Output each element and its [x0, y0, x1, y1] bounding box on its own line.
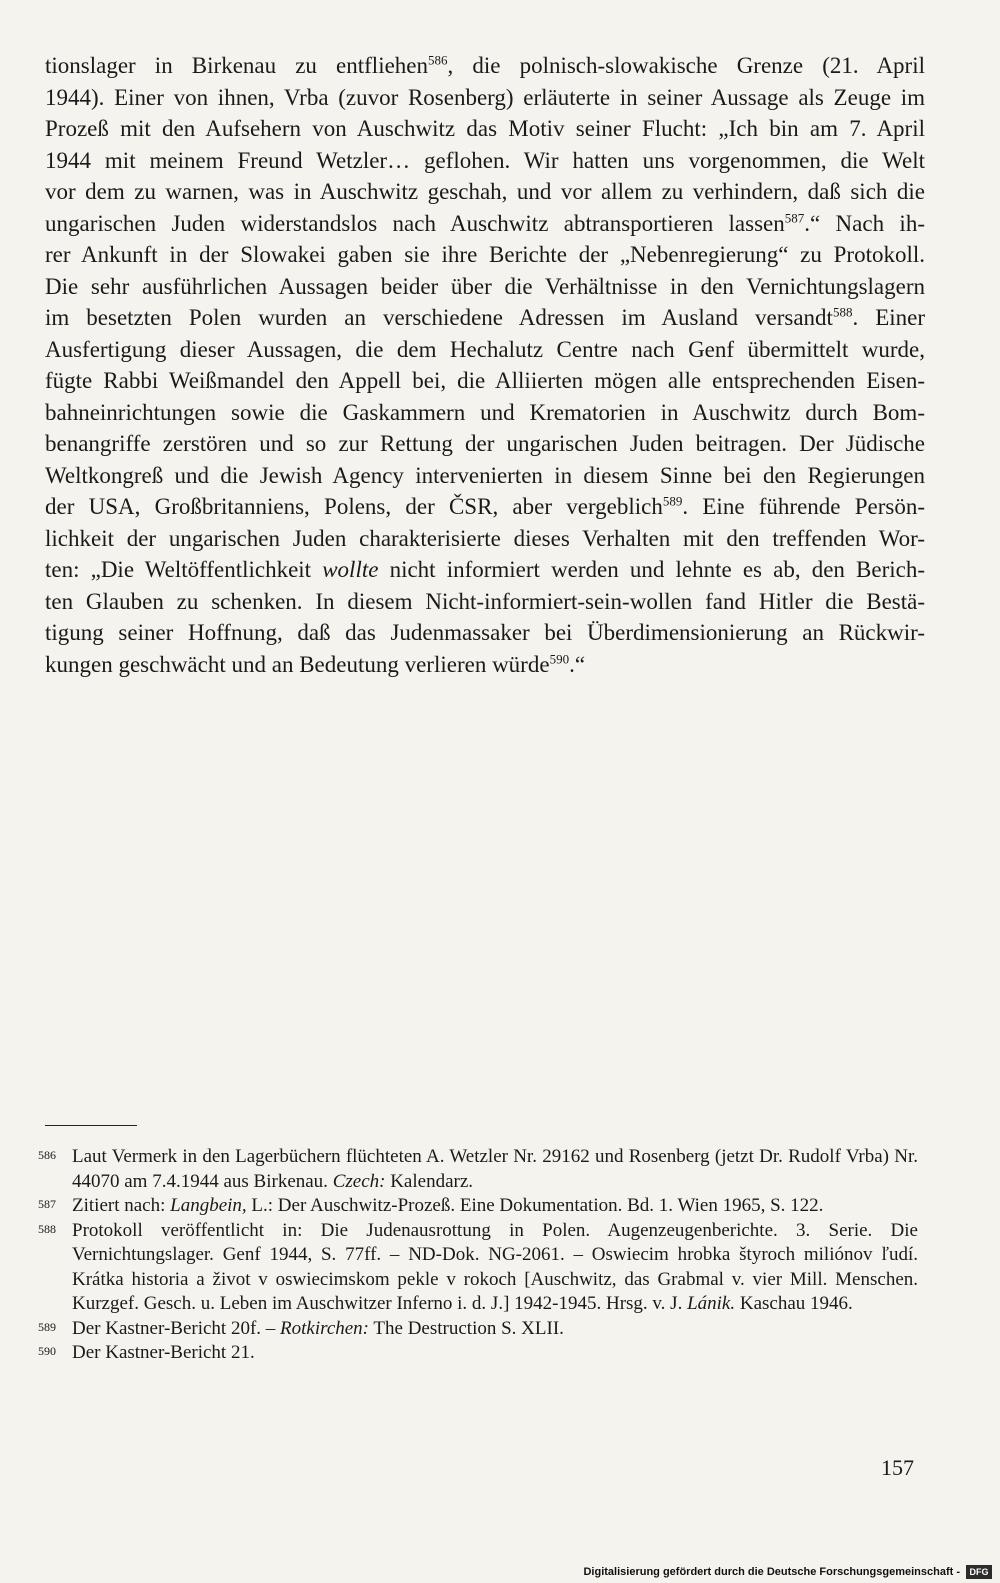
footnote-590 [38, 1341, 918, 1366]
text-line: bahneinrichtungen sowie die Gaskammern und Krematorien in Auschwitz durch Bom- [45, 399, 925, 425]
text-line: Ausfertigung dieser Aussagen, die dem Hechalutz Centre nach Genf übermittelt wurde, [45, 336, 925, 362]
text-line: lichkeit der ungarischen Juden charakterisierte dieses Verhalten mit den treffenden Wor- [45, 525, 925, 551]
page-number: 157 [881, 1455, 914, 1480]
footnote-588 [38, 1219, 918, 1317]
footnote-number: 588 [38, 1221, 56, 1236]
footnote-number: 589 [38, 1319, 56, 1334]
footnote-ref[interactable]: 589 [662, 493, 683, 509]
footnote-text: Laut Vermerk in den Lagerbüchern flüchteten A. Wetzler Nr. 29162 und Rosenberg (jetzt Dr. Rudolf Vrba) Nr. 44070 am 7.4.1944 aus Birkenau. Czech: Kalendarz. [72, 1146, 918, 1192]
footnote-587 [38, 1194, 918, 1219]
text-line: rer Ankunft in der Slowakei gaben sie ihre Berichte der „Nebenregierung“ zu Protokoll. [45, 242, 925, 267]
footnotes [38, 1145, 918, 1366]
text-line: im besetzten Polen wurden an verschiedene Adressen im Ausland versandt$^{588}$. Einer [45, 304, 925, 330]
text-line: fügte Rabbi Weißmandel den Appell bei, die Alliierten mögen alle entsprechenden Eisen- [45, 368, 925, 393]
text-line: Die sehr ausführlichen Aussagen beider über die Verhältnisse in den Vernichtungslagern [45, 273, 925, 299]
footnote-text: Protokoll veröffentlicht in: Die Judenausrottung in Polen. Augenzeugenberichte. 3. Serie. Die Vernichtungslager. Genf 1944, S. 77ff. – ND-Dok. NG-2061. – Oswiecim hrobka štyroch miliónov ľudí. Krátka historia a život v oswiecimskom pekle v rokoch [Auschwitz, das Grabmal v. vier Mill. Menschen. Kurzgef. Gesch. u. Leben im Auschwitzer Inferno i. d. J.] 1942-1945. Hrsg. v. J. Lánik. Kaschau 1946. [72, 1219, 918, 1314]
footnote-ref[interactable]: 590 [549, 650, 570, 666]
footnote-589 [38, 1317, 918, 1342]
text-line: vor dem zu warnen, was in Auschwitz geschah, und vor allem zu verhindern, daß sich die [45, 179, 925, 204]
footnote-ref[interactable]: 588 [832, 304, 853, 320]
footnote-text: Zitiert nach: Langbein, L.: Der Auschwitz-Prozeß. Eine Dokumentation. Bd. 1. Wien 1965, S. 122. [72, 1195, 824, 1216]
text-line: kungen geschwächt und an Bedeutung verlieren würde$^{590}$.“ [45, 650, 586, 677]
text-line: tionslager in Birkenau zu entfliehen$^{586}$, die polnisch-slowakische Grenze (21. April [45, 52, 925, 78]
text-line: tigung seiner Hoffnung, daß das Judenmassaker bei Überdimensionierung an Rückwir- [45, 620, 925, 645]
footnote-number: 587 [38, 1197, 56, 1211]
text-line: ten Glauben zu schenken. In diesem Nicht-informiert-sein-wollen fand Hitler die Bestä- [45, 588, 925, 614]
footnote-text: Der Kastner-Bericht 21. [72, 1342, 255, 1363]
main-text-block [45, 50, 925, 680]
text-line: ungarischen Juden widerstandslos nach Auschwitz abtransportieren lassen$^{587}$.“ Nach ih- [45, 209, 925, 236]
footnote-ref[interactable]: 587 [784, 209, 805, 225]
text-line: Prozeß mit den Aufsehern von Auschwitz das Motiv seiner Flucht: „Ich bin am 7. April [45, 116, 925, 141]
text-line: benangriffe zerstören und so zur Rettung der ungarischen Juden beitragen. Der Jüdische [45, 431, 925, 456]
digitization-footer [0, 1561, 1000, 1583]
text-line: ten: „Die Weltöffentlichkeit wollte nicht informiert werden und lehnte es ab, den Berich- [45, 557, 925, 582]
text-line: 1944). Einer von ihnen, Vrba (zuvor Rosenberg) erläuterte in seiner Aussage als Zeuge im [45, 84, 925, 110]
footnote-ref[interactable]: 586 [428, 52, 448, 68]
text-line: der USA, Großbritanniens, Polens, der ČSR, aber vergeblich$^{589}$. Eine führende Persön- [45, 493, 925, 519]
emphasis: wollte [322, 557, 379, 582]
footnote-separator [45, 1125, 137, 1126]
footer-text: Digitalisierung gefördert durch die Deutsche Forschungsgemeinschaft - [583, 1566, 960, 1578]
text-line: Weltkongreß und die Jewish Agency intervenierten in diesem Sinne bei den Regierungen [45, 462, 925, 488]
text-line: 1944 mit meinem Freund Wetzler… geflohen. Wir hatten uns vorgenommen, die Welt [45, 147, 925, 173]
footnote-number: 590 [38, 1344, 56, 1358]
footnote-text: Der Kastner-Bericht 20f. – Rotkirchen: The Destruction S. XLII. [72, 1317, 564, 1339]
footnote-number: 586 [38, 1148, 56, 1162]
footnote-586 [38, 1145, 918, 1194]
dfg-logo: DFG [966, 1565, 992, 1579]
